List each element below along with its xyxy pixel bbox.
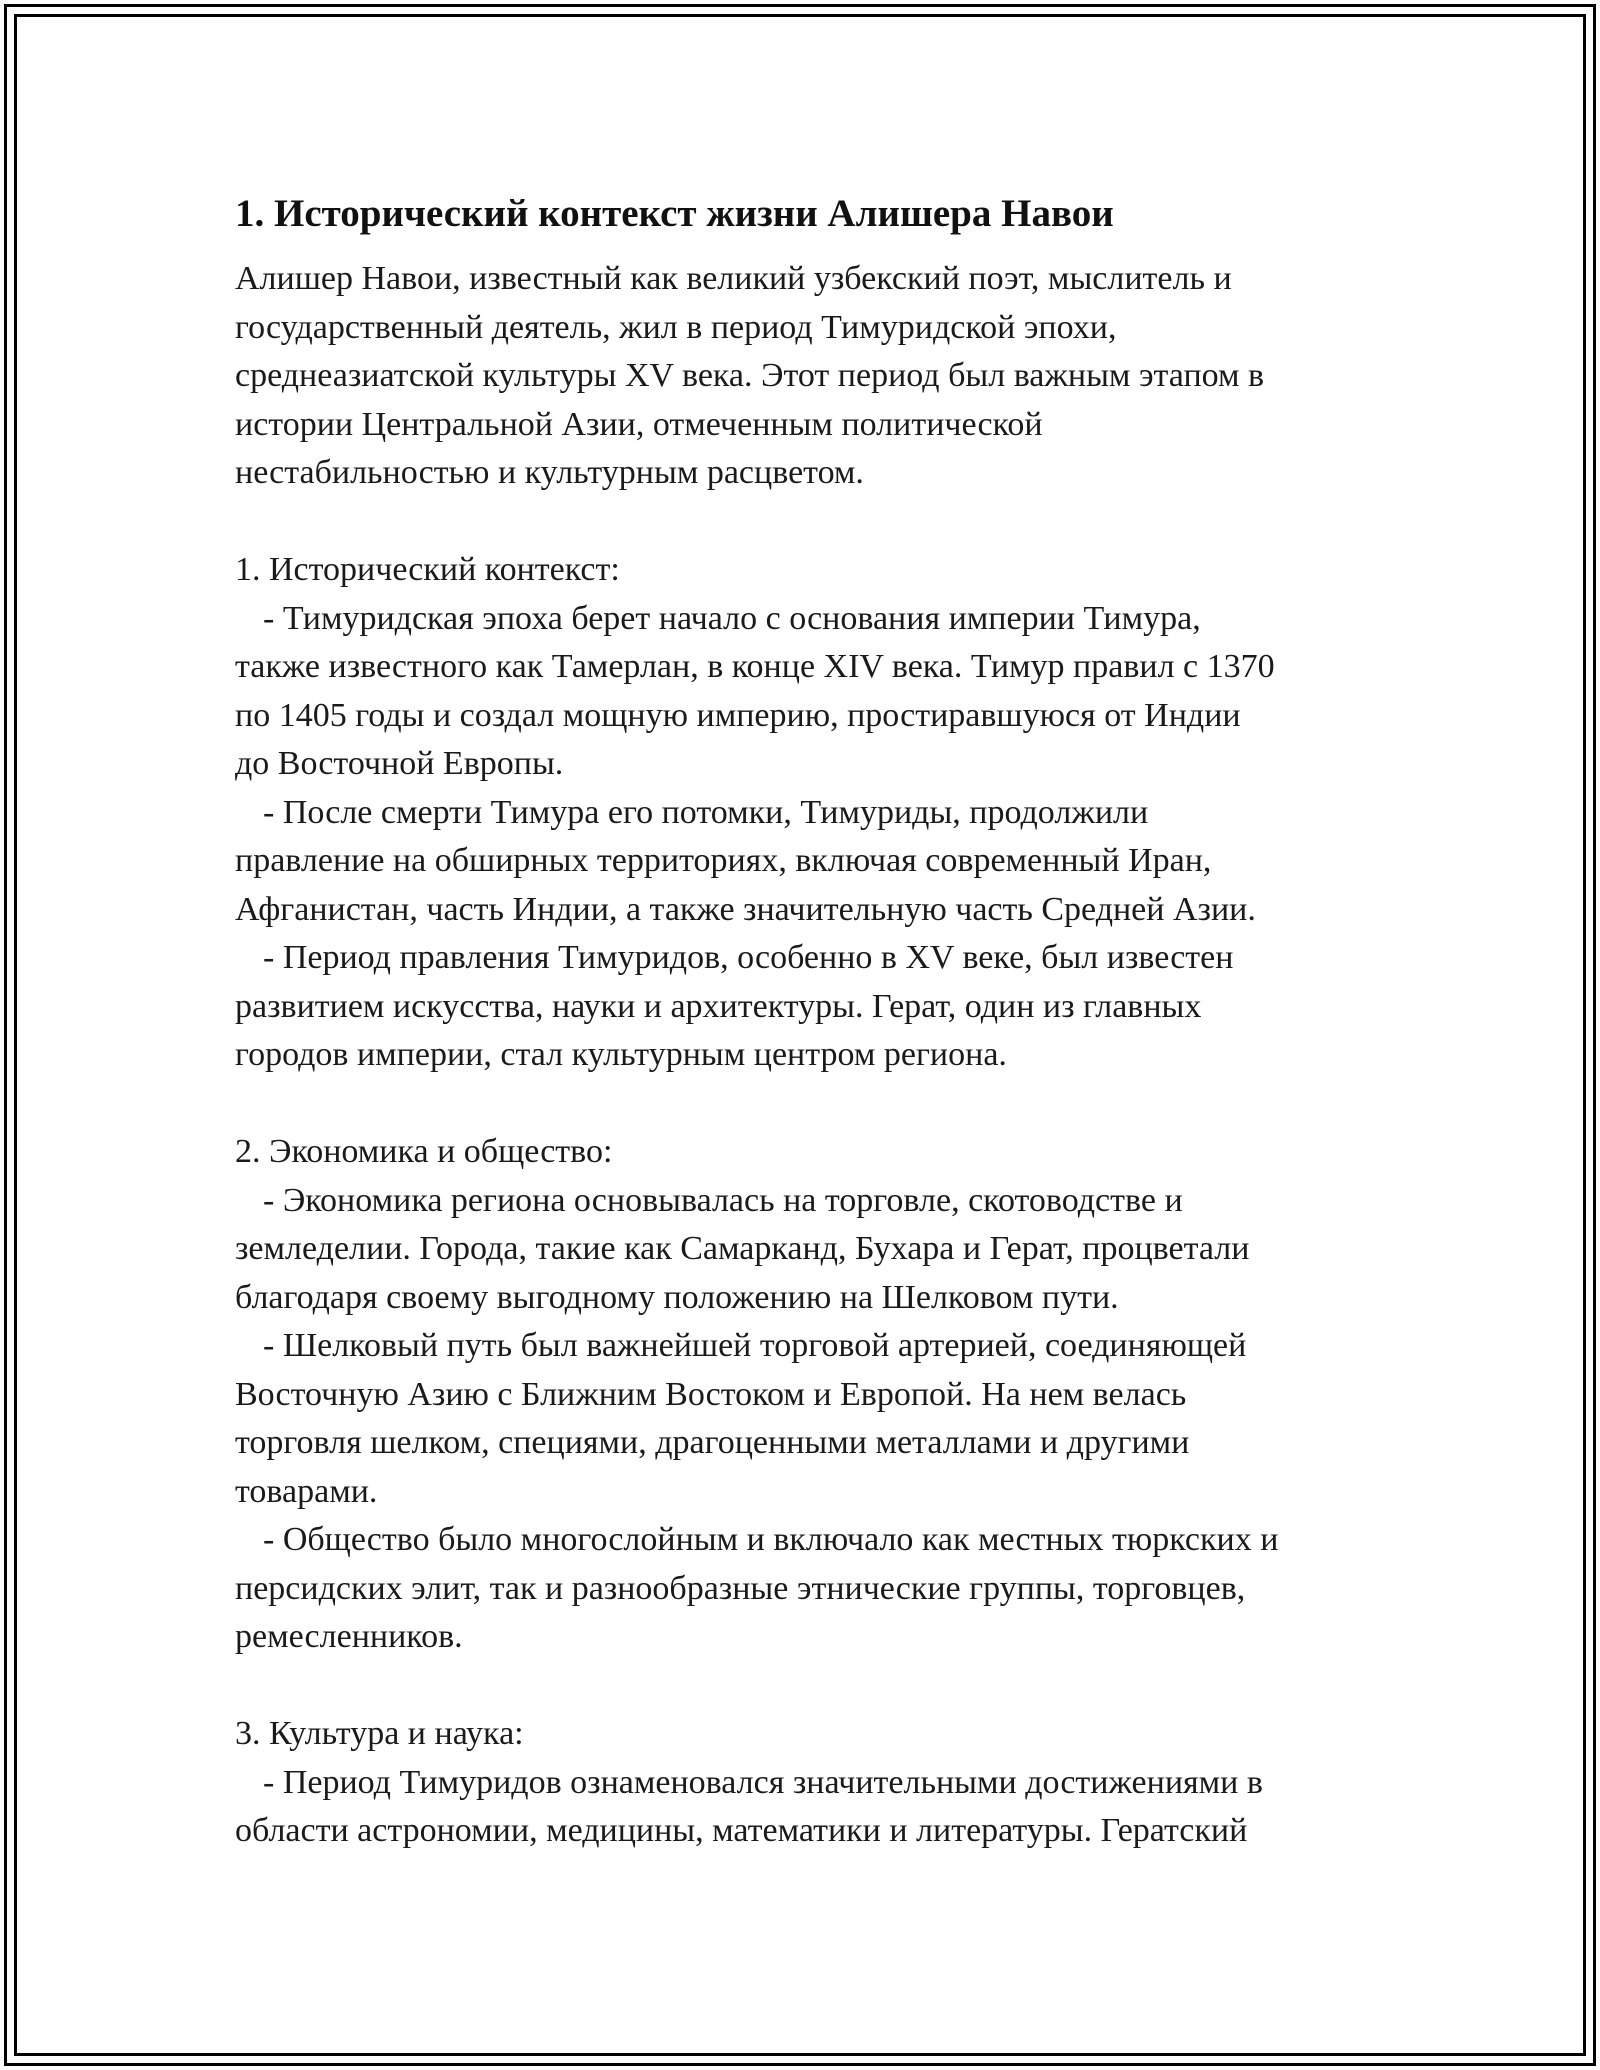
section-economy-society	[235, 1128, 1385, 1662]
list-item: - Период правления Тимуридов, особенно в XV веке, был известен развитием искусства, науки и архитектуры. Герат, один из главных городов империи, стал культурным центром региона.	[235, 939, 1234, 1073]
spacer	[235, 498, 1385, 547]
spacer	[235, 1662, 1385, 1711]
section-heading: 1. Исторический контекст:	[235, 551, 620, 588]
document-title: 1. Исторический контекст жизни Алишера Навои	[235, 192, 1114, 235]
list-item: - Тимуридская эпоха берет начало с основания империи Тимура, также известного как Тамерлан, в конце XIV века. Тимур правил с 1370 по 1405 годы и создал мощную империю, простиравшуюся от Индии до Восточной Европы.	[235, 599, 1275, 782]
list-item: - Шелковый путь был важнейшей торговой артерией, соединяющей Восточную Азию с Ближним Востоком и Европой. На нем велась торговля шелком, специями, драгоценными металлами и другими товарами.	[235, 1327, 1247, 1510]
list-item: - Общество было многослойным и включало как местных тюркских и персидских элит, так и разнообразные этнические группы, торговцев, ремесленников.	[235, 1521, 1279, 1655]
list-item: - Экономика региона основывалась на торговле, скотоводстве и земледелии. Города, такие как Самарканд, Бухара и Герат, процветали благодаря своему выгодному положению на Шелковом пути.	[235, 1181, 1250, 1316]
list-item: - Период Тимуридов ознаменовался значительными достижениями в области астрономии, медицины, математики и литературы. Гератский	[235, 1763, 1263, 1849]
section-culture-science	[235, 1710, 1385, 1856]
section-historical-context	[235, 546, 1385, 1080]
spacer	[235, 1080, 1385, 1129]
section-heading: 2. Экономика и общество:	[235, 1133, 613, 1170]
document-body	[235, 185, 1385, 1856]
intro-paragraph: Алишер Навои, известный как великий узбекский поэт, мыслитель и государственный деятель, жил в период Тимуридской эпохи, среднеазиатской культуры XV века. Этот период был важным этапом в истории Центральной Азии, отмеченным политической нестабильностью и культурным расцветом.	[235, 260, 1265, 491]
list-item: - После смерти Тимура его потомки, Тимуриды, продолжили правление на обширных территориях, включая современный Иран, Афганистан, часть Индии, а также значительную часть Средней Азии.	[235, 793, 1256, 928]
section-heading: 3. Культура и наука:	[235, 1715, 524, 1752]
